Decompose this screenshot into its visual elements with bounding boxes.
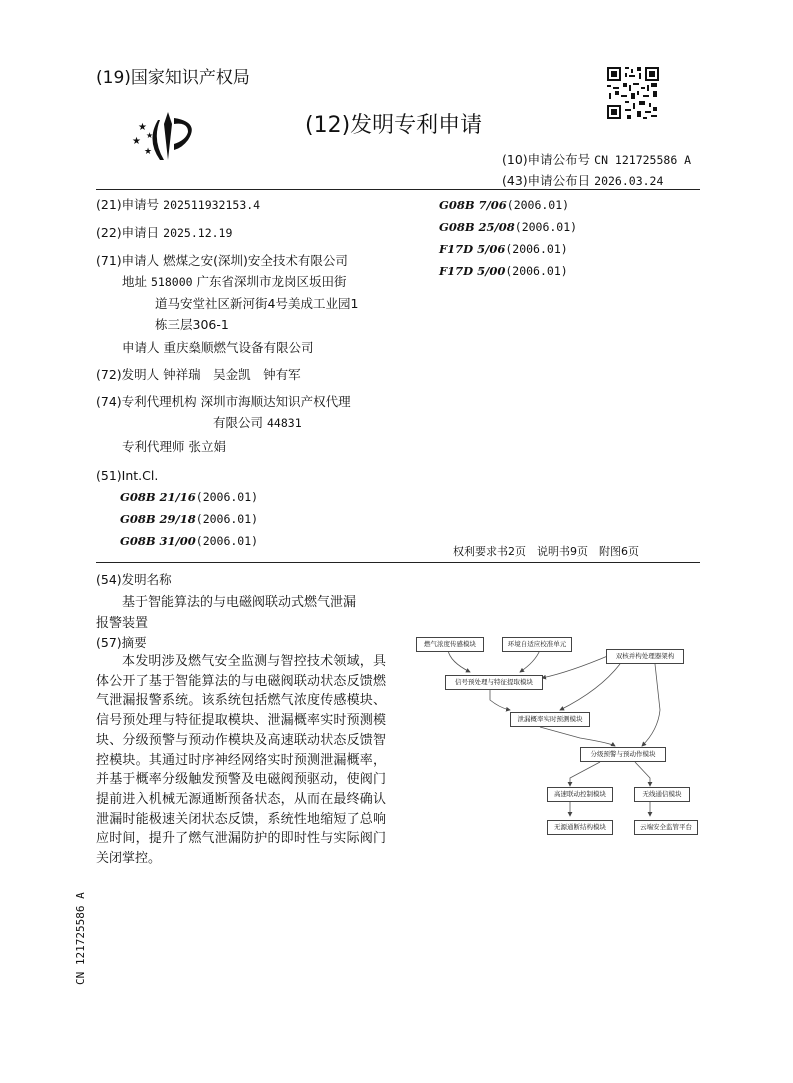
ipc-version: (2006.01) — [195, 534, 259, 548]
application-number-row — [96, 194, 416, 216]
ipc-code: G08B 21/16 — [120, 490, 196, 504]
publication-date-label: (43)申请公布日 — [502, 173, 591, 188]
ipc-version: (2006.01) — [514, 220, 578, 234]
publication-number-label: (10)申请公布号 — [502, 152, 591, 167]
office-name: (19)国家知识产权局 — [96, 68, 250, 88]
inventor-label: (72)发明人 — [96, 367, 160, 382]
ipc-right-item — [439, 216, 577, 238]
diagram-box-passive-switch: 无源通断结构模块 — [547, 820, 613, 835]
agent-row — [96, 436, 416, 457]
title-label: (54)发明名称 — [96, 572, 172, 587]
address-line-1: 广东省深圳市龙岗区坂田街 — [196, 274, 347, 289]
document-type: (12)发明专利申请 — [305, 113, 483, 138]
side-publication-number: CN 121725586 A — [74, 892, 87, 985]
abstract-text: 本发明涉及燃气安全监测与智控技术领域，具体公开了基于智能算法的与电磁阀联动状态反馈燃气泄漏报警系统。该系统包括燃气浓度传感模块、信号预处理与特征提取模块、泄漏概率实时预测模块、分级预警与预动作模块及高速联动状态反馈智控模块。其通过时序神经网络实时预测泄漏概率，并基于概率分级触发预警及电磁阀预驱动，使阀门提前进入机械无源通断预备状态，从而在最终确认泄漏时能极速关闭状态反馈，系统性地缩短了总响应时间，提升了燃气泄漏防护的即时性与实际阀门关闭掌控。 — [96, 654, 386, 867]
ipc-right-item — [439, 194, 577, 216]
address-label: 地址 — [122, 274, 148, 289]
publication-number-row — [502, 150, 691, 168]
applicant-row — [96, 250, 416, 271]
ipc-left-item — [96, 530, 416, 552]
invention-title-line-1: 基于智能算法的与电磁阀联动式燃气泄漏 — [122, 595, 357, 610]
diagram-box-wireless: 无线通信模块 — [634, 787, 690, 802]
ipc-left-item — [96, 508, 416, 530]
abstract-figure — [410, 630, 700, 845]
ipc-code: G08B 29/18 — [120, 512, 196, 526]
publication-date-row — [502, 171, 663, 189]
ipc-version: (2006.01) — [505, 264, 568, 278]
ipc-code: F17D 5/00 — [439, 264, 506, 278]
agent-name: 张立娟 — [188, 439, 227, 454]
diagram-box-warning: 分级预警与预动作模块 — [580, 747, 666, 762]
bibliographic-data — [96, 194, 416, 552]
ipc-version: (2006.01) — [195, 490, 259, 504]
ipc-code: G08B 25/08 — [439, 220, 515, 234]
diagram-box-gas-sensor: 燃气浓度传感模块 — [416, 637, 484, 652]
agent-label: 专利代理师 — [122, 439, 185, 454]
applicant-name: 燃煤之安(深圳)安全技术有限公司 — [163, 253, 348, 268]
application-date: 2025.12.19 — [163, 226, 233, 240]
ipc-right-item — [439, 260, 577, 282]
application-number: 202511932153.4 — [163, 198, 261, 212]
page-count: 权利要求书2页 说明书9页 附图6页 — [453, 545, 639, 558]
section-divider — [96, 562, 700, 563]
ipc-version: (2006.01) — [505, 242, 568, 256]
diagram-box-calibration: 环境自适应校准单元 — [502, 637, 572, 652]
address-postcode: 518000 — [151, 275, 193, 289]
application-date-label: (22)申请日 — [96, 225, 160, 240]
agency-line-2 — [96, 412, 416, 434]
inventor-names: 钟祥瑞 吴金凯 钟有军 — [163, 367, 301, 382]
ipc-version: (2006.01) — [506, 198, 570, 212]
publication-date: 2026.03.24 — [594, 174, 664, 188]
address-line-3: 栋三层306-1 — [155, 317, 229, 332]
ipc-code: G08B 31/00 — [120, 534, 196, 548]
ipc-code: F17D 5/06 — [439, 242, 506, 256]
diagram-box-processor: 双核并构处理器架构 — [606, 649, 684, 664]
agency-code: 44831 — [267, 416, 302, 430]
diagram-box-cloud-platform: 云端安全监管平台 — [634, 820, 698, 835]
ipc-code: G08B 7/06 — [439, 198, 507, 212]
applicant-label: (71)申请人 — [96, 253, 160, 268]
address-row — [96, 271, 416, 293]
applicant2-label: 申请人 — [122, 340, 160, 355]
int-cl-label: (51)Int.Cl. — [96, 468, 159, 483]
header-divider — [96, 189, 700, 190]
application-date-row — [96, 222, 416, 244]
agency-name-line-1: 深圳市海顺达知识产权代理 — [200, 394, 351, 409]
agency-row — [96, 391, 416, 412]
svg-text:★: ★ — [138, 122, 147, 133]
agency-label: (74)专利代理机构 — [96, 394, 197, 409]
svg-text:★: ★ — [146, 131, 154, 140]
ipc-version: (2006.01) — [195, 512, 259, 526]
agency-name-line-2: 有限公司 — [213, 415, 264, 430]
application-number-label: (21)申请号 — [96, 197, 160, 212]
ipc-left-item — [96, 486, 416, 508]
applicant2-name: 重庆燊顺燃气设备有限公司 — [163, 340, 314, 355]
svg-text:★: ★ — [132, 136, 141, 147]
address-line-2: 道马安堂社区新河街4号美成工业园1 — [155, 296, 359, 311]
abstract-label: (57)摘要 — [96, 635, 147, 650]
svg-text:★: ★ — [144, 147, 153, 157]
ipc-right-item — [439, 238, 577, 260]
publication-number: CN 121725586 A — [594, 153, 692, 167]
diagram-box-linkage-control: 高速联动控制模块 — [547, 787, 613, 802]
diagram-box-leak-prediction: 泄漏概率实时预测模块 — [510, 712, 590, 727]
diagram-box-signal-processing: 信号预处理与特征提取模块 — [445, 675, 543, 690]
invention-title-line-2: 报警装置 — [96, 616, 149, 631]
ipc-right-list — [439, 194, 577, 282]
inventor-row — [96, 364, 416, 385]
qr-code — [607, 67, 659, 119]
cnipa-logo — [130, 110, 205, 165]
applicant2-row — [96, 337, 416, 358]
